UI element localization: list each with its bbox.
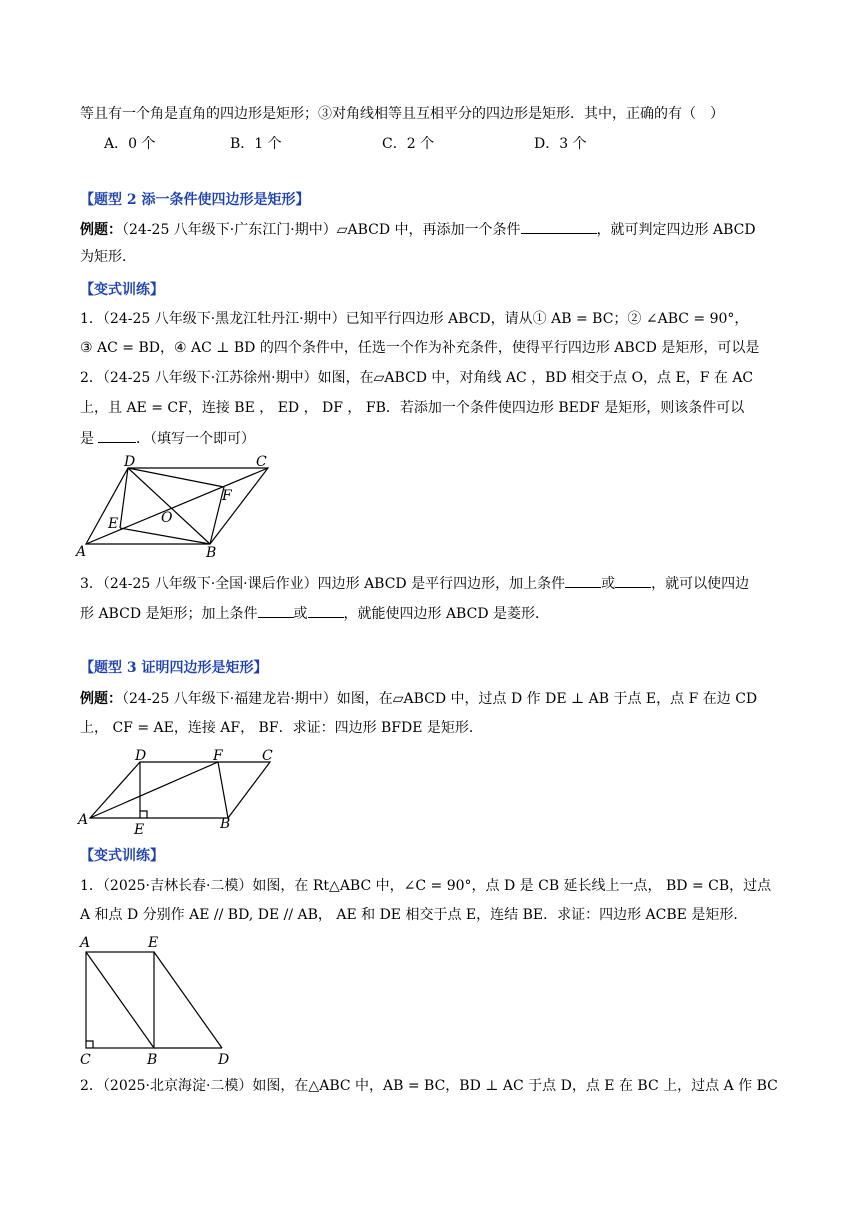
answer-blank <box>98 428 136 443</box>
segment-af <box>90 762 218 818</box>
label-f: F <box>213 748 223 764</box>
q3-line2-tail: ，就能使四边形 ABCD 是菱形． <box>343 606 549 622</box>
type3-example-line2: 上， CF = AE，连接 AF， BF．求证：四边形 BFDE 是矩形． <box>80 720 483 736</box>
label-c: C <box>256 454 267 470</box>
segment-de <box>120 468 128 528</box>
option-c: C．2 个 <box>382 136 435 152</box>
q3-line2-text: 形 ABCD 是矩形；加上条件 <box>80 606 258 622</box>
label-e: E <box>148 935 159 951</box>
q3-line2 <box>80 603 549 624</box>
example-label: 例题： <box>80 691 122 707</box>
diagonal-bd <box>128 468 210 544</box>
q2-line3-prefix: 是 <box>80 431 94 447</box>
label-b: B <box>220 816 231 832</box>
section-header-type3: 【题型 3 证明四边形是矩形】 <box>80 660 268 676</box>
option-a: A．0 个 <box>104 136 156 152</box>
q3-or: 或 <box>601 576 616 592</box>
q3-line1-tail: ，就可以使四边 <box>651 576 750 592</box>
q1-line1: 1．（24-25 八年级下·黑龙江牡丹江·期中）已知平行四边形 ABCD，请从① AB = BC；② ∠ABC = 90°， <box>80 311 749 327</box>
intro-text: 等且有一个角是直角的四边形是矩形；③对角线相等且互相平分的四边形是矩形．其中，正确的有（ ） <box>80 106 724 122</box>
q2-line3 <box>80 428 255 449</box>
example-line <box>80 219 756 240</box>
label-c: C <box>80 1052 91 1068</box>
example-text: （24-25 八年级下·广东江门·期中）▱ABCD 中，再添加一个条件 <box>122 222 521 238</box>
label-a: A <box>76 544 87 560</box>
option-d: D．3 个 <box>534 136 587 152</box>
example-tail: ，就可判定四边形 ABCD <box>596 222 756 238</box>
example-line2: 为矩形． <box>80 249 136 265</box>
label-d: D <box>218 1052 230 1068</box>
option-b: B．1 个 <box>230 136 282 152</box>
type3-q1-line2: A 和点 D 分别作 AE // BD, DE // AB， AE 和 DE 相交于点 E，连结 BE．求证：四边形 ACBE 是矩形． <box>80 907 748 923</box>
label-a: A <box>80 935 91 951</box>
answer-blank <box>615 573 651 588</box>
practice-header-type3: 【变式训练】 <box>80 848 164 864</box>
diagonal-ac <box>86 468 268 544</box>
practice-header: 【变式训练】 <box>80 282 164 298</box>
label-c: C <box>262 748 273 764</box>
label-e: E <box>134 822 145 838</box>
right-angle-mark <box>86 1041 93 1048</box>
label-b: B <box>147 1052 158 1068</box>
example-text: （24-25 八年级下·福建龙岩·期中）如图，在▱ABCD 中，过点 D 作 DE ⊥ AB 于点 E，点 F 在边 CD <box>122 691 758 707</box>
right-angle-mark <box>140 811 147 818</box>
type3-example-line1 <box>80 689 757 709</box>
q3-or: 或 <box>293 606 308 622</box>
figure-parallelogram-bedf <box>76 456 276 561</box>
segment-df <box>128 468 224 487</box>
q2-line3-suffix: ．（填写一个即可） <box>136 431 255 447</box>
answer-blank <box>521 219 597 234</box>
label-d: D <box>124 454 136 470</box>
answer-blank <box>565 573 601 588</box>
segment-eb <box>120 528 210 544</box>
q1-line2: ③ AC = BD，④ AC ⊥ BD 的四个条件中，任选一个作为补充条件，使得平行四边形 ABCD 是矩形，可以是 <box>80 340 760 356</box>
answer-blank <box>308 603 344 618</box>
q2-line1: 2．（24-25 八年级下·江苏徐州·期中）如图，在▱ABCD 中，对角线 AC ，BD 相交于点 O，点 E，F 在 AC <box>80 370 754 386</box>
example-label: 例题： <box>80 222 122 238</box>
label-e: E <box>108 516 119 532</box>
section-header-type2: 【题型 2 添一条件使四边形是矩形】 <box>80 192 310 208</box>
type3-q1-line1: 1．（2025·吉林长春·二模）如图，在 Rt△ABC 中，∠C = 90°，点 D 是 CB 延长线上一点， BD = CB，过点 <box>80 878 772 894</box>
figure-parallelogram-bfde <box>78 744 278 836</box>
segment-ab <box>86 952 154 1048</box>
q2-line2: 上，且 AE = CF，连接 BE ， ED ， DF ， FB．若添加一个条件使四边形 BEDF 是矩形，则该条件可以 <box>80 400 745 416</box>
label-a: A <box>78 812 89 828</box>
segment-fb <box>218 762 228 818</box>
label-d: D <box>135 748 147 764</box>
label-b: B <box>206 545 217 561</box>
segment-ed <box>154 952 222 1048</box>
figure-rectangle-acbe <box>78 932 238 1067</box>
answer-blank <box>258 603 294 618</box>
q3-line1 <box>80 573 749 594</box>
label-o: O <box>161 510 173 526</box>
q3-line1-text: 3．（24-25 八年级下·全国·课后作业）四边形 ABCD 是平行四边形，加上条件 <box>80 576 566 592</box>
type3-q2-line1: 2．（2025·北京海淀·二模）如图，在△ABC 中，AB = BC，BD ⊥ AC 于点 D，点 E 在 BC 上，过点 A 作 BC <box>80 1078 778 1094</box>
parallelogram-abcd <box>90 762 270 818</box>
label-f: F <box>222 488 232 504</box>
